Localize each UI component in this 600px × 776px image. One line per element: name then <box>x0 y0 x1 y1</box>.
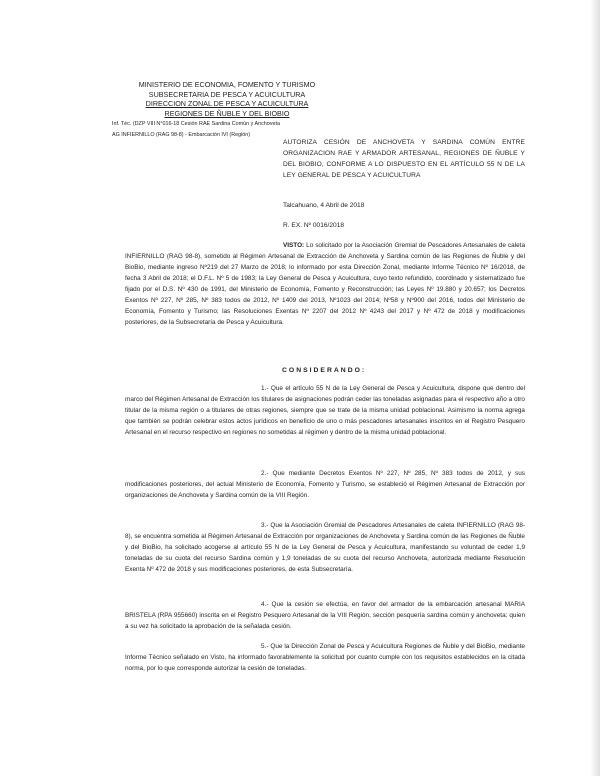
reference-line-2: AG INFIERNILLO (RAG 98-8) - Embarcación IVI (Región) <box>112 131 251 138</box>
considerando-paragraph-4: 4.- Que la cesión se efectúa, en favor del armador de la embarcación artesanal MARIA BRISTELA (RPA 955660) inscrita en el Registro Pesquero Artesanal de la VIII Región, sección pesquería sardina común y anchoveta; quien a su vez ha solicitado la aprobación de la señalada cesión. <box>125 601 525 630</box>
resolution-number: R. EX. Nº 0016/2018 <box>283 222 345 229</box>
regiones-line: REGIONES DE ÑUBLE Y DEL BIOBIO <box>164 108 290 118</box>
letterhead <box>112 80 337 140</box>
scan-edge-shadow <box>590 0 600 776</box>
resolution-subject: AUTORIZA CESIÓN DE ANCHOVETA Y SARDINA COMÚN ENTRE ORGANIZACION RAE Y ARMADOR ARTESANAL, REGIONES DE ÑUBLE Y DEL BIOBIO, CONFORME A LO DISPUESTO EN EL ARTÍCULO 55 N DE LA LEY GENERAL DE PESCA Y ACUICULTURA <box>283 139 525 179</box>
place-date: Talcahuano, 4 Abril de 2018 <box>283 202 365 209</box>
considerando-paragraph-5: 5.- Que la Dirección Zonal de Pesca y Acuicultura Regiones de Ñuble y del BioBio, mediante Informe Técnico señalado en Visto, ha informado favorablemente la solicitud por cuanto cumple con los requisitos establecidos en la citada norma, por lo que corresponde autorizar la cesión de toneladas. <box>125 643 525 672</box>
considerando-paragraph-3: 3.- Que la Asociación Gremial de Pescadores Artesanales de caleta INFIERNILLO (RAG 98-8), se encuentra sometida al Régimen Artesanal de Extracción por organizaciones de Anchoveta y Sardina común de las Regiones de Ñuble y del BioBio, ha solicitado acogerse al artículo 55 N de la Ley General de Pesca y Acuicultura, manifestando su voluntad de ceder 1,9 toneladas de su cuota del recurso Sardina común y 1,9 toneladas de su cuota del recurso Anchoveta, autorizada mediante Resolución Exenta Nº 472 de 2018 y sus modificaciones posteriores, de esta Subsecretaría. <box>125 522 525 573</box>
ministry-name: MINISTERIO DE ECONOMIA, FOMENTO Y TURISMO <box>138 80 316 89</box>
subsecretaria-name: SUBSECRETARIA DE PESCA Y ACUICULTURA <box>148 89 306 99</box>
visto-label: VISTO: <box>283 242 305 249</box>
considerando-paragraph-1: 1.- Que el artículo 55 N de la Ley General de Pesca y Acuicultura, dispone que dentro del marco del Régimen Artesanal de Extracción los titulares de asignaciones podrán ceder las toneladas asignadas para el respectivo año a otro titular de la misma región o a titulares de otras regiones, siempre que se trate de la misma unidad poblacional. Asimismo la norma agrega que también se podrán celebrar estos actos jurídicos en beneficio de uno o más pescadores artesanales inscritos en el Registro Pesquero Artesanal en el recurso respectivo en regiones no sometidas al régimen y dentro de la misma unidad poblacional. <box>125 385 525 436</box>
reference-line-1: Inf. Téc. (DZP VIII N°016-18 Cesión RAE Sardina Común y Anchoveta <box>112 121 280 128</box>
direccion-zonal: DIRECCION ZONAL DE PESCA Y ACUICULTURA <box>145 99 309 109</box>
visto-text: Lo solicitado por la Asociación Gremial de Pescadores Artesanales de caleta INFIERNILLO (RAG 98-8), sometido al Régimen Artesanal de Extracción de Anchoveta y Sardina común de las Regiones de Ñuble y del BioBio, mediante ingreso Nº219 del 27 Marzo de 2018; lo informado por esta Dirección Zonal, mediante Informe Técnico Nº 16/2018, de fecha 3 Abril de 2018; el D.F.L. Nº 5 de 1983; la Ley General de Pesca y Acuicultura, cuyo texto refundido, coordinado y sistematizado fue fijado por el D.S. Nº 430 de 1991, del Ministerio de Economía, Fomento y Reconstrucción; las Leyes Nº 19.880 y 20.657; los Decretos Exentos Nº 227, Nº 285, Nº 383 todos de 2012, Nº 1409 del 2013, Nº1023 del 2014; Nº58 y Nº900 del 2016, todos del Ministerio de Economía, Fomento y Turismo; las Resoluciones Exentas Nº 2207 del 2012 Nº 4243 del 2017 y Nº 472 de 2018 y modificaciones posteriores, de la Subsecretaría de Pesca y Acuicultura. <box>125 242 525 326</box>
considerando-heading: CONSIDERANDO: <box>282 367 367 374</box>
considerando-paragraph-2: 2.- Que mediante Decretos Exentos Nº 227, Nº 285, Nº 383 todos de 2012, y sus modificaciones posteriores, del actual Ministerio de Economía, Fomento y Turismo, se estableció el Régimen Artesanal de Extracción por organizaciones de Anchoveta y Sardina común de la VIII Región. <box>125 470 525 499</box>
visto-paragraph <box>125 240 525 328</box>
